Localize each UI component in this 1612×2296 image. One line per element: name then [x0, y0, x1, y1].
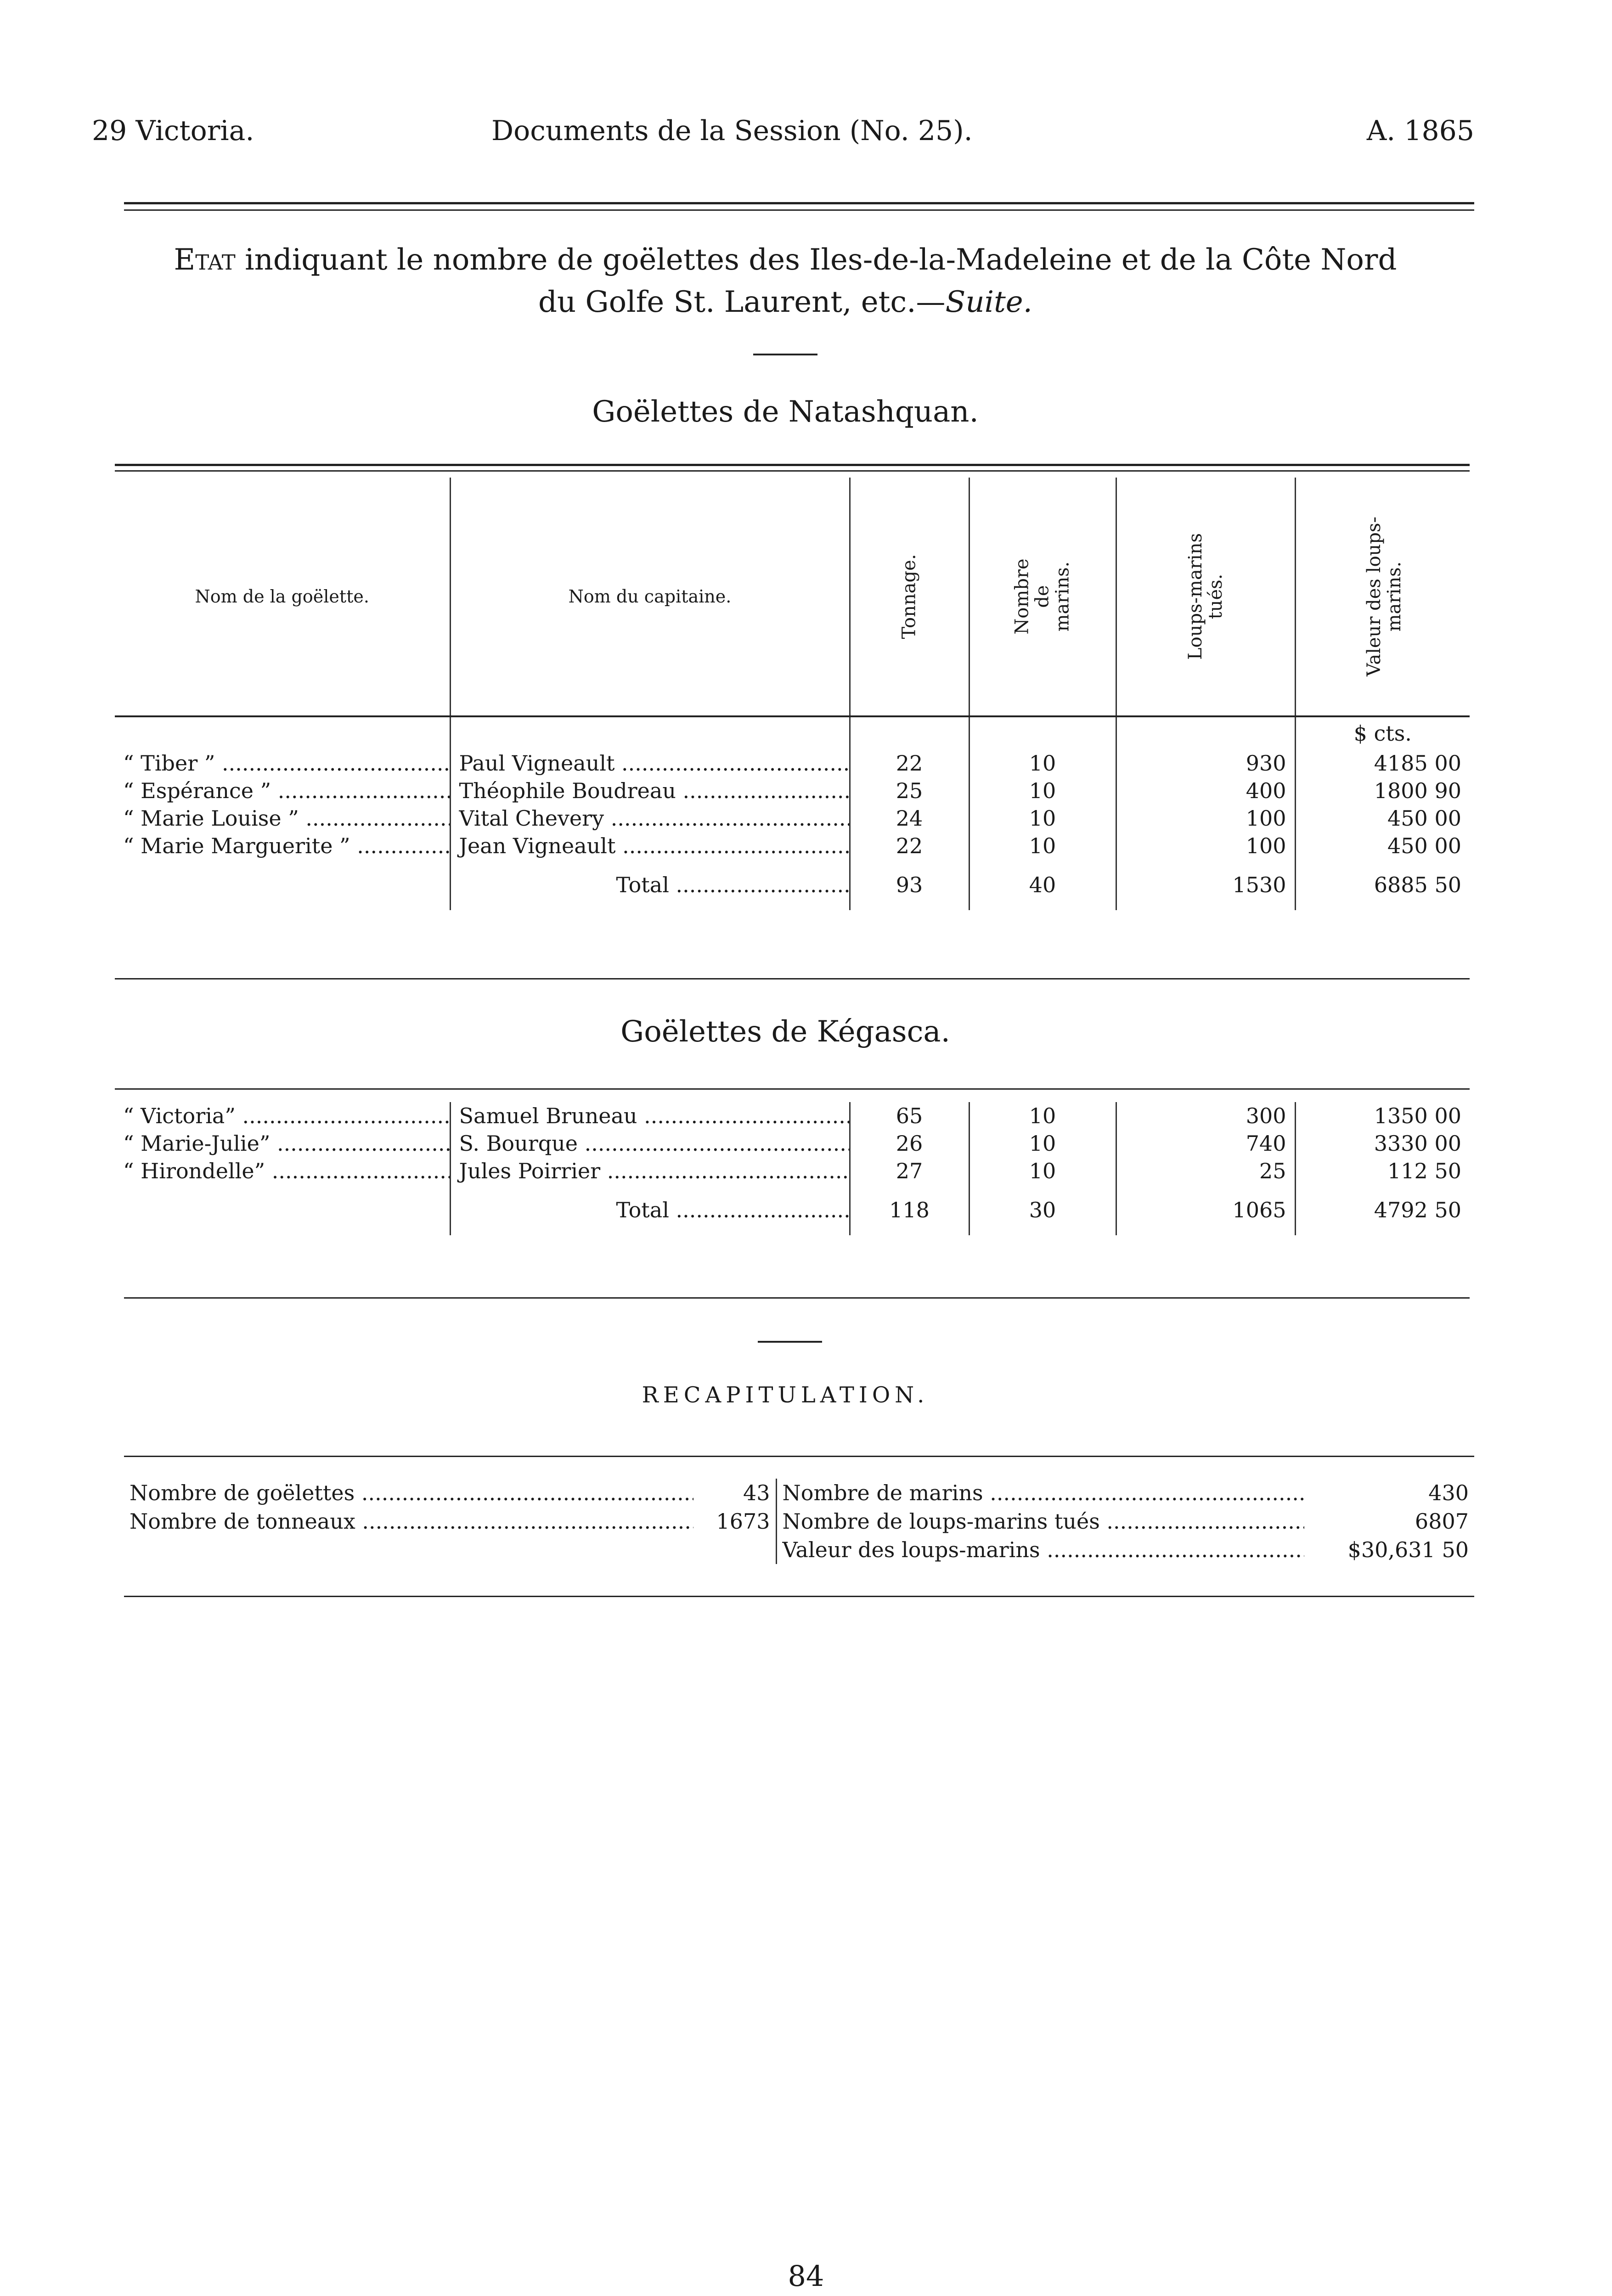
table-top-rule-2: [115, 470, 1470, 472]
total-row: Total ..... 118 30 1065 4792 50: [115, 1185, 1470, 1235]
recap-table: [124, 1479, 1474, 1564]
running-header: [92, 115, 1474, 156]
recap-row: Nombre de tonneaux ..... 1673 Nombre de loups-marins tués ..... 6807: [124, 1507, 1474, 1536]
recap-row: Nombre de goëlettes ..... 43 Nombre de marins ..... 430: [124, 1479, 1474, 1507]
natashquan-table: [115, 478, 1470, 910]
title-divider: [753, 354, 817, 355]
table-title: [96, 239, 1474, 323]
table-row: “ Marie-Julie” ..... S. Bourque ..... 26 10 740 3330 00: [115, 1130, 1470, 1157]
unit-row: [115, 717, 1470, 749]
recap-bottom-rule: [124, 1596, 1474, 1597]
table-row: “ Hirondelle” ..... Jules Poirrier ..... 27 10 25 112 50: [115, 1157, 1470, 1185]
title-line-2: du Golfe St. Laurent, etc.—: [538, 285, 946, 319]
table-row: “ Victoria” ..... Samuel Bruneau ..... 65 10 300 1350 00: [115, 1102, 1470, 1130]
kegasca-bottom-rule: [124, 1297, 1470, 1299]
header-left: 29 Victoria.: [92, 115, 254, 147]
col-valeur-header: Valeur des loups- marins.: [1363, 517, 1405, 676]
section-heading-kegasca: Goëlettes de Kégasca.: [620, 1015, 950, 1049]
kegasca-top-rule: [115, 1088, 1470, 1090]
recap-divider: [758, 1341, 822, 1343]
col-tonnage-header: Tonnage.: [850, 478, 969, 716]
kegasca-table: [115, 1102, 1470, 1235]
header-rule-2: [124, 209, 1474, 211]
total-row: Total ..... 93 40 1530 6885 50: [115, 860, 1470, 910]
table-row: “ Marie Louise ” ..... Vital Chevery ..... 24 10 100 450 00: [115, 805, 1470, 832]
table-row: “ Espérance ” ..... Théophile Boudreau ..... 25 10 400 1800 90: [115, 777, 1470, 805]
recap-row: Valeur des loups-marins ..... $30,631 50: [124, 1536, 1474, 1564]
page-number: 84: [788, 2259, 824, 2293]
section-heading-natashquan: Goëlettes de Natashquan.: [592, 395, 979, 429]
table-row: “ Tiber ” ..... Paul Vigneault ..... 22 10 930 4185 00: [115, 749, 1470, 777]
col-schooner-header: Nom de la goëlette.: [115, 478, 450, 716]
title-line-1: indiquant le nombre de goëlettes des Iles-de-la-Madeleine et de la Côte Nord: [245, 243, 1397, 277]
table-top-rule: [115, 464, 1470, 466]
table-bottom-rule: [115, 978, 1470, 979]
recap-top-rule: [124, 1456, 1474, 1457]
title-lead: Etat: [174, 243, 236, 277]
header-center: Documents de la Session (No. 25).: [491, 115, 973, 147]
table-row: “ Marie Marguerite ” ..... Jean Vigneault ..... 22 10 100 450 00: [115, 832, 1470, 860]
recap-heading: RECAPITULATION.: [642, 1382, 929, 1408]
header-rule: [124, 202, 1474, 204]
header-right: A. 1865: [1366, 115, 1474, 147]
header-row: [115, 478, 1470, 716]
col-loups-header: Loups-marins tués.: [1116, 478, 1295, 716]
col-marins-header: Nombre de marins.: [969, 478, 1116, 716]
title-suite: Suite.: [945, 285, 1033, 319]
col-captain-header: Nom du capitaine.: [450, 478, 850, 716]
unit-label: $ cts.: [1353, 721, 1412, 746]
